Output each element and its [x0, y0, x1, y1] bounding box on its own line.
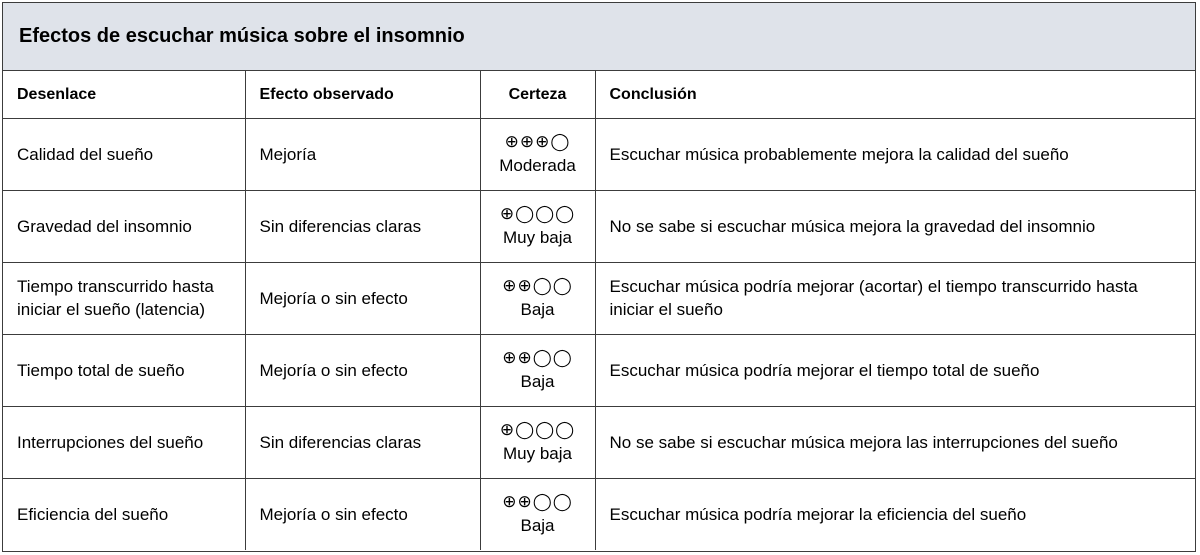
certainty-cell [480, 190, 595, 262]
table-row [3, 334, 1195, 406]
effect-cell: Mejoría o sin efecto [245, 262, 480, 334]
conclusion-cell: Escuchar música probablemente mejora la calidad del sueño [595, 118, 1195, 190]
certainty-symbols: ⊕⊕◯◯ [502, 348, 573, 367]
effect-cell: Sin diferencias claras [245, 406, 480, 478]
outcome-cell: Eficiencia del sueño [3, 478, 245, 550]
certainty-symbols: ⊕⊕◯◯ [502, 276, 573, 295]
certainty-symbols: ⊕◯◯◯ [499, 420, 576, 439]
effect-cell: Sin diferencias claras [245, 190, 480, 262]
certainty-level: Baja [520, 372, 555, 391]
certainty-cell [480, 406, 595, 478]
effect-cell: Mejoría o sin efecto [245, 334, 480, 406]
outcome-cell: Calidad del sueño [3, 118, 245, 190]
certainty-cell [480, 262, 595, 334]
certainty-cell [480, 334, 595, 406]
table-title: Efectos de escuchar música sobre el insomnio [3, 3, 1195, 71]
header-outcome: Desenlace [3, 71, 245, 118]
conclusion-cell: Escuchar música podría mejorar la eficiencia del sueño [609, 504, 1027, 524]
results-table [3, 71, 1195, 550]
table-row [3, 478, 1195, 550]
header-conclusion: Conclusión [595, 71, 1195, 118]
certainty-symbols: ⊕⊕◯◯ [502, 492, 573, 512]
conclusion-cell: Escuchar música podría mejorar el tiempo total de sueño [595, 334, 1195, 406]
certainty-level: Moderada [499, 156, 576, 175]
table-row [3, 406, 1195, 478]
certainty-cell [480, 118, 595, 190]
outcome-cell: Gravedad del insomnio [3, 190, 245, 262]
certainty-cell [480, 478, 595, 550]
evidence-summary-table [2, 2, 1196, 552]
table-row [3, 262, 1195, 334]
outcome-cell: Interrupciones del sueño [3, 406, 245, 478]
outcome-cell: Tiempo transcurrido hasta iniciar el sueño (latencia) [3, 262, 245, 334]
certainty-symbols: ⊕⊕⊕◯ [504, 132, 571, 151]
table-row [3, 118, 1195, 190]
header-certainty: Certeza [480, 71, 595, 118]
effect-cell: Mejoría o sin efecto [245, 478, 480, 550]
effect-cell: Mejoría [245, 118, 480, 190]
conclusion-cell: Escuchar música podría mejorar (acortar) el tiempo transcurrido hasta iniciar el sueño [595, 262, 1195, 334]
conclusion-cell: No se sabe si escuchar música mejora las interrupciones del sueño [595, 406, 1195, 478]
certainty-level: Muy baja [503, 444, 572, 463]
outcome-cell: Tiempo total de sueño [3, 334, 245, 406]
header-effect: Efecto observado [245, 71, 480, 118]
conclusion-cell: No se sabe si escuchar música mejora la gravedad del insomnio [595, 190, 1195, 262]
certainty-symbols: ⊕◯◯◯ [499, 204, 576, 223]
certainty-level: Baja [520, 516, 555, 536]
header-row [3, 71, 1195, 118]
certainty-level: Muy baja [503, 228, 572, 247]
table-row [3, 190, 1195, 262]
certainty-level: Baja [520, 300, 555, 319]
